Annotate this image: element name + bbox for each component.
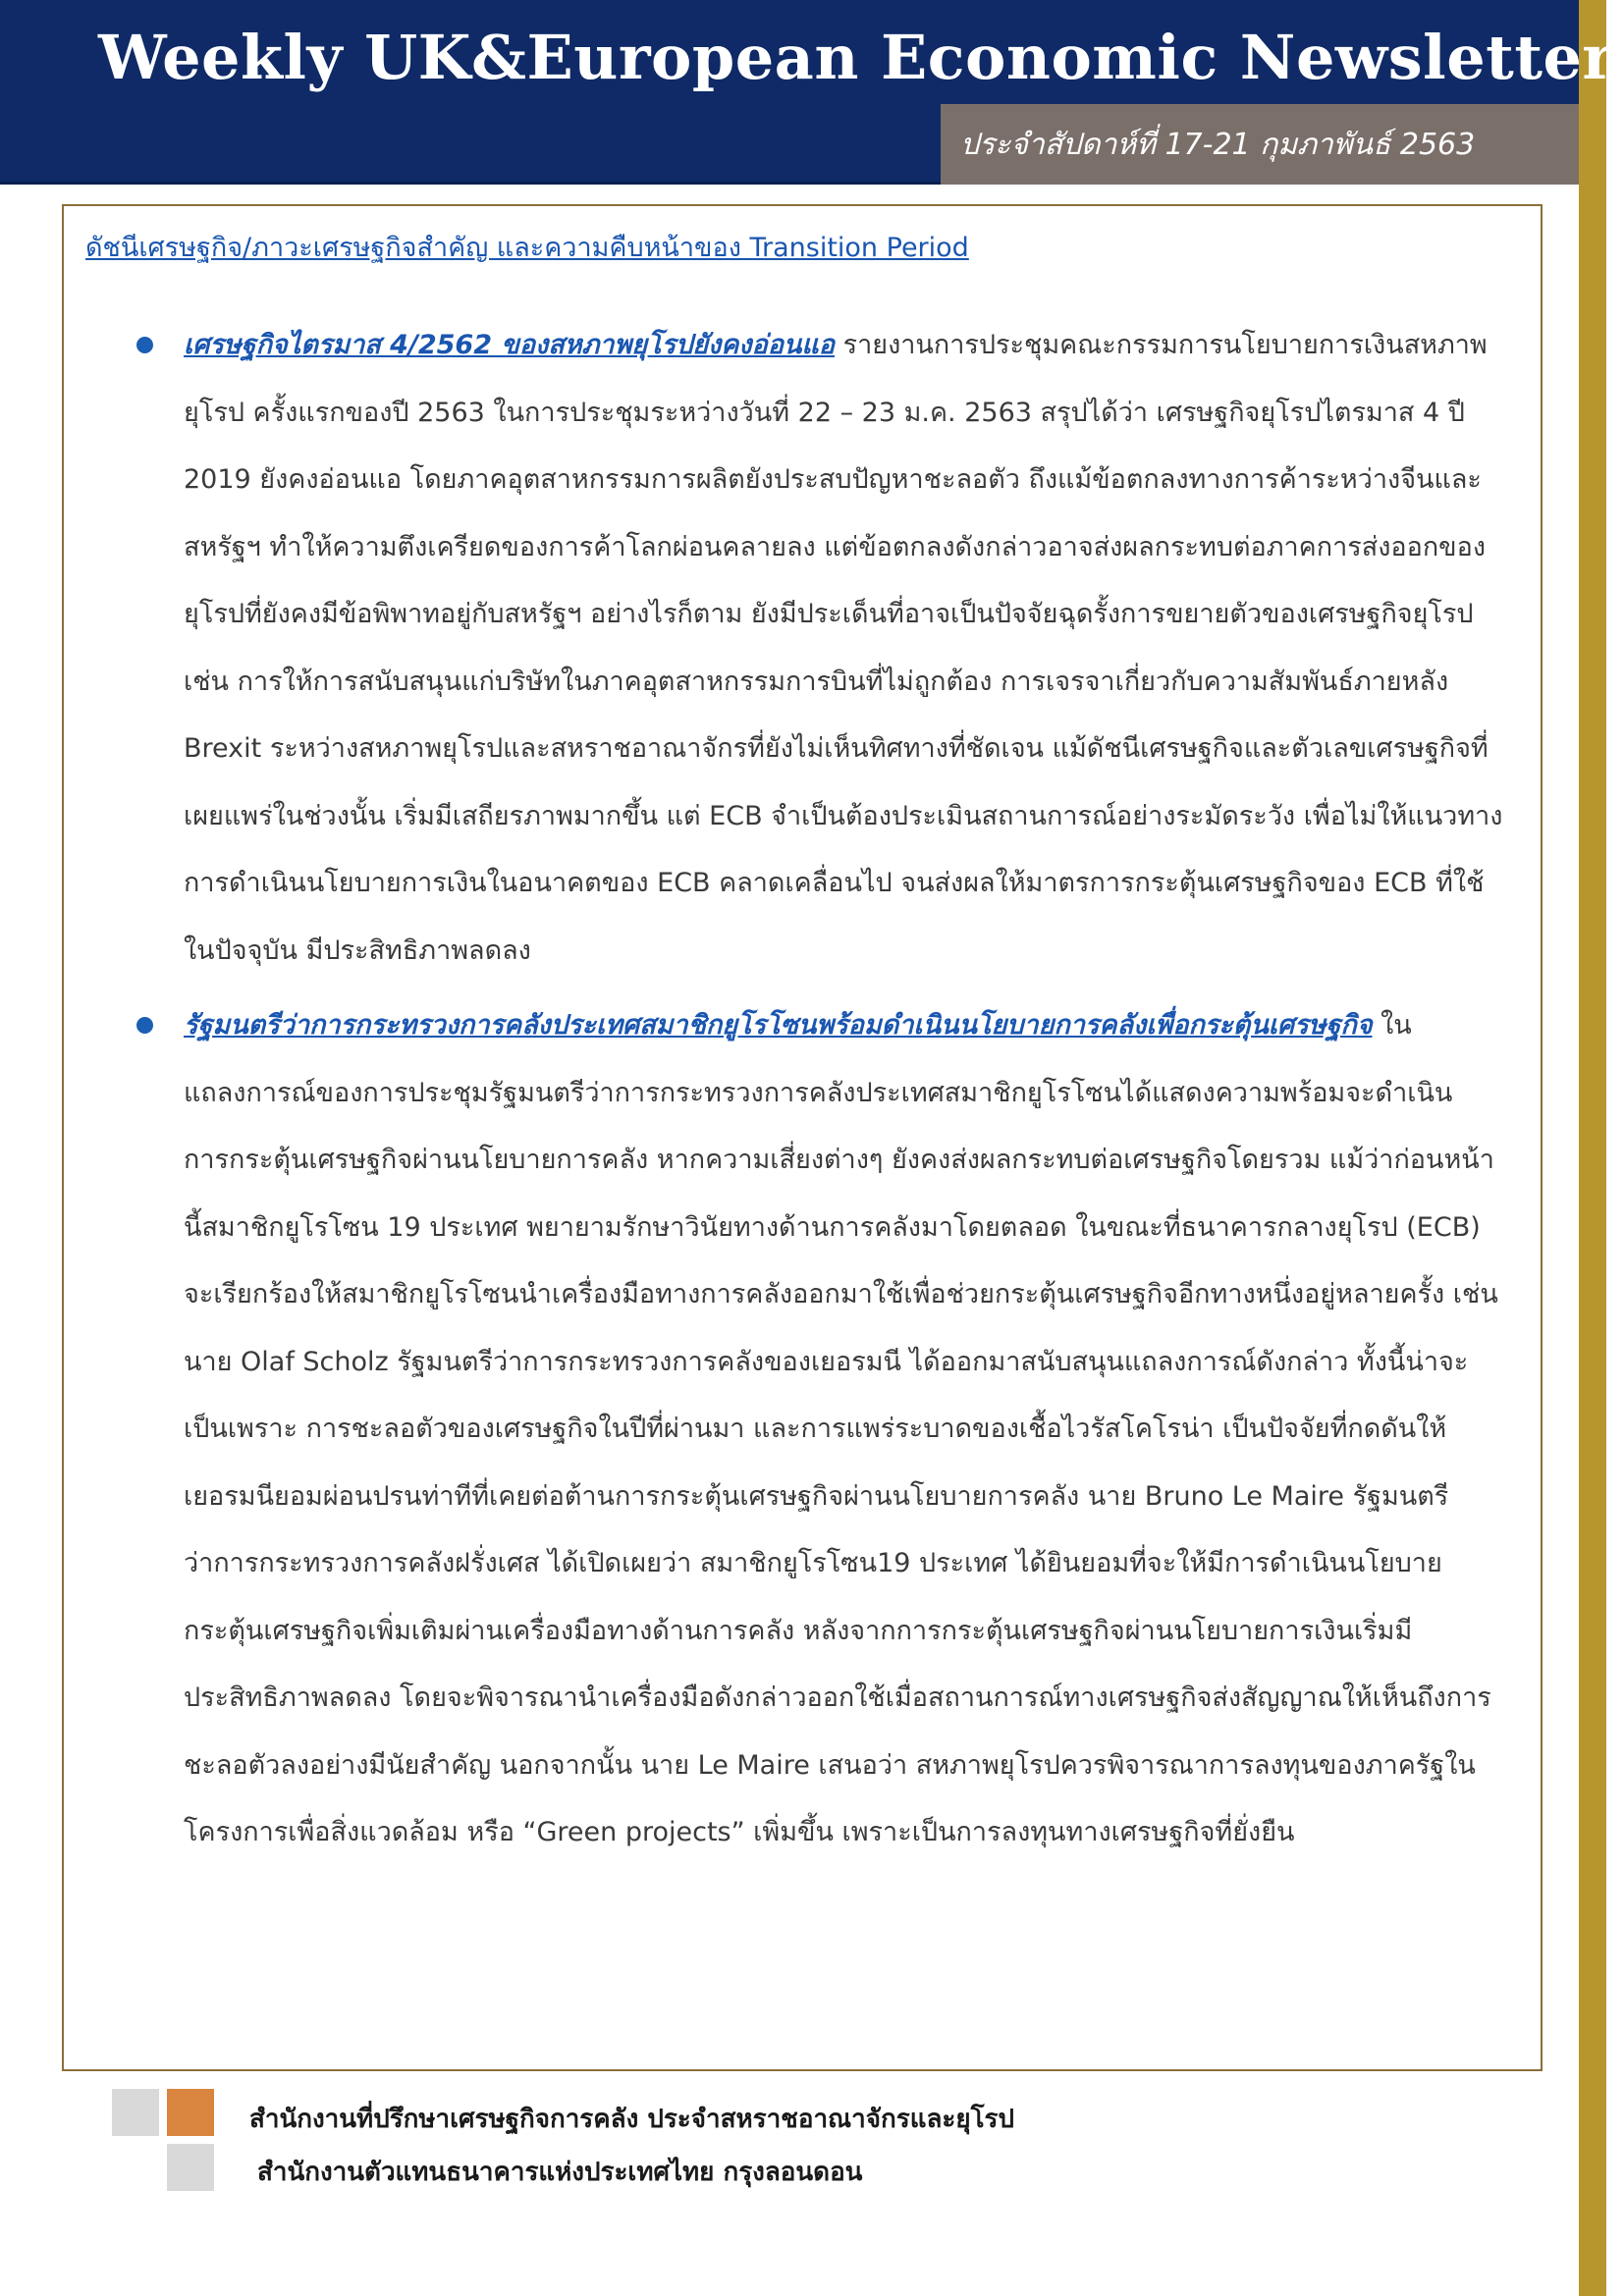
bullet-heading-link[interactable]: รัฐมนตรีว่าการกระทรวงการคลังประเทศสมาชิกยูโรโซนพร้อมดำเนินนโยบายการคลังเพื่อกระตุ้นเศรษฐกิจ	[184, 1010, 1373, 1041]
footer-logo-squares	[112, 2089, 216, 2191]
date-box	[941, 104, 1579, 185]
gray-square-icon	[112, 2089, 159, 2136]
gray-square-icon	[167, 2144, 214, 2191]
bullet-heading-link[interactable]: เศรษฐกิจไตรมาส 4/2562 ของสหภาพยุโรปยังคงอ่อนแอ	[184, 330, 835, 360]
bullet-body: รายงานการประชุมคณะกรรมการนโยบายการเงินสหภาพยุโรป ครั้งแรกของปี 2563 ในการประชุมระหว่างวันที่ 22 – 23 ม.ค. 2563 สรุปได้ว่า เศรษฐกิจยุโรปไตรมาส 4 ปี 2019 ยังคงอ่อนแอ โดยภาคอุตสาหกรรมการผลิตยังประสบปัญหาชะลอตัว ถึงแม้ข้อตกลงทางการค้าระหว่างจีนและสหรัฐฯ ทำให้ความตึงเครียดของการค้าโลกผ่อนคลายลง แต่ข้อตกลงดังกล่าวอาจส่งผลกระทบต่อภาคการส่งออกของยุโรปที่ยังคงมีข้อพิพาทอยู่กับสหรัฐฯ อย่างไรก็ตาม ยังมีประเด็นที่อาจเป็นปัจจัยฉุดรั้งการขยายตัวของเศรษฐกิจยุโรป เช่น การให้การสนับสนุนแก่บริษัทในภาคอุตสาหกรรมการบินที่ไม่ถูกต้อง การเจรจาเกี่ยวกับความสัมพันธ์ภายหลัง Brexit ระหว่างสหภาพยุโรปและสหราชอาณาจักรที่ยังไม่เห็นทิศทางที่ชัดเจน แม้ดัชนีเศรษฐกิจและตัวเลขเศรษฐกิจที่เผยแพร่ในช่วงนั้น เริ่มมีเสถียรภาพมากขึ้น แต่ ECB จำเป็นต้องประเมินสถานการณ์อย่างระมัดระวัง เพื่อไม่ให้แนวทางการดำเนินนโยบายการเงินในอนาคตของ ECB คลาดเคลื่อนไป จนส่งผลให้มาตรการกระตุ้นเศรษฐกิจของ ECB ที่ใช้ในปัจจุบัน มีประสิทธิภาพลดลง	[184, 330, 1503, 966]
bullet-paragraph	[184, 992, 1505, 1867]
content-frame	[62, 204, 1543, 2071]
bullet-list	[64, 312, 1544, 1875]
issue-date: ประจำสัปดาห์ที่ 17-21 กุมภาพันธ์ 2563	[960, 128, 1476, 162]
gold-side-bar	[1579, 0, 1606, 2296]
bullet-item	[64, 312, 1544, 985]
bullet-paragraph	[184, 312, 1505, 985]
footer-office-name: สำนักงานที่ปรึกษาเศรษฐกิจการคลัง ประจำสหราชอาณาจักรและยุโรป	[249, 2105, 1015, 2134]
bullet-dot-icon	[136, 337, 153, 353]
orange-square-icon	[167, 2089, 214, 2136]
bullet-body: ในแถลงการณ์ของการประชุมรัฐมนตรีว่าการกระทรวงการคลังประเทศสมาชิกยูโรโซนได้แสดงความพร้อมจะดำเนินการกระตุ้นเศรษฐกิจผ่านนโยบายการคลัง หากความเสี่ยงต่างๆ ยังคงส่งผลกระทบต่อเศรษฐกิจโดยรวม แม้ว่าก่อนหน้านี้สมาชิกยูโรโซน 19 ประเทศ พยายามรักษาวินัยทางด้านการคลังมาโดยตลอด ในขณะที่ธนาคารกลางยุโรป (ECB) จะเรียกร้องให้สมาชิกยูโรโซนนำเครื่องมือทางการคลังออกมาใช้เพื่อช่วยกระตุ้นเศรษฐกิจอีกทางหนึ่งอยู่หลายครั้ง เช่น นาย Olaf Scholz รัฐมนตรีว่าการกระทรวงการคลังของเยอรมนี ได้ออกมาสนับสนุนแถลงการณ์ดังกล่าว ทั้งนี้น่าจะเป็นเพราะ การชะลอตัวของเศรษฐกิจในปีที่ผ่านมา และการแพร่ระบาดของเชื้อไวรัสโคโรน่า เป็นปัจจัยที่กดดันให้เยอรมนียอมผ่อนปรนท่าทีที่เคยต่อต้านการกระตุ้นเศรษฐกิจผ่านนโยบายการคลัง นาย Bruno Le Maire รัฐมนตรีว่าการกระทรวงการคลังฝรั่งเศส ได้เปิดเผยว่า สมาชิกยูโรโซน19 ประเทศ ได้ยินยอมที่จะให้มีการดำเนินนโยบายกระตุ้นเศรษฐกิจเพิ่มเติมผ่านเครื่องมือทางด้านการคลัง หลังจากการกระตุ้นเศรษฐกิจผ่านนโยบายการเงินเริ่มมีประสิทธิภาพลดลง โดยจะพิจารณานำเครื่องมือดังกล่าวออกใช้เมื่อสถานการณ์ทางเศรษฐกิจส่งสัญญาณให้เห็นถึงการชะลอตัวลงอย่างมีนัยสำคัญ นอกจากนั้น นาย Le Maire เสนอว่า สหภาพยุโรปควรพิจารณาการลงทุนของภาครัฐในโครงการเพื่อสิ่งแวดล้อม หรือ “Green projects” เพิ่มขึ้น เพราะเป็นการลงทุนทางเศรษฐกิจที่ยั่งยืน	[184, 1010, 1498, 1847]
bullet-item	[64, 992, 1544, 1867]
section-heading-link[interactable]: ดัชนีเศรษฐกิจ/ภาวะเศรษฐกิจสำคัญ และความคืบหน้าของ Transition Period	[85, 233, 969, 263]
header-banner	[0, 0, 1615, 185]
footer-representative-office: สำนักงานตัวแทนธนาคารแห่งประเทศไทย กรุงลอนดอน	[257, 2158, 863, 2187]
newsletter-title: Weekly UK&European Economic Newsletter	[98, 22, 1615, 93]
bullet-dot-icon	[136, 1017, 153, 1034]
